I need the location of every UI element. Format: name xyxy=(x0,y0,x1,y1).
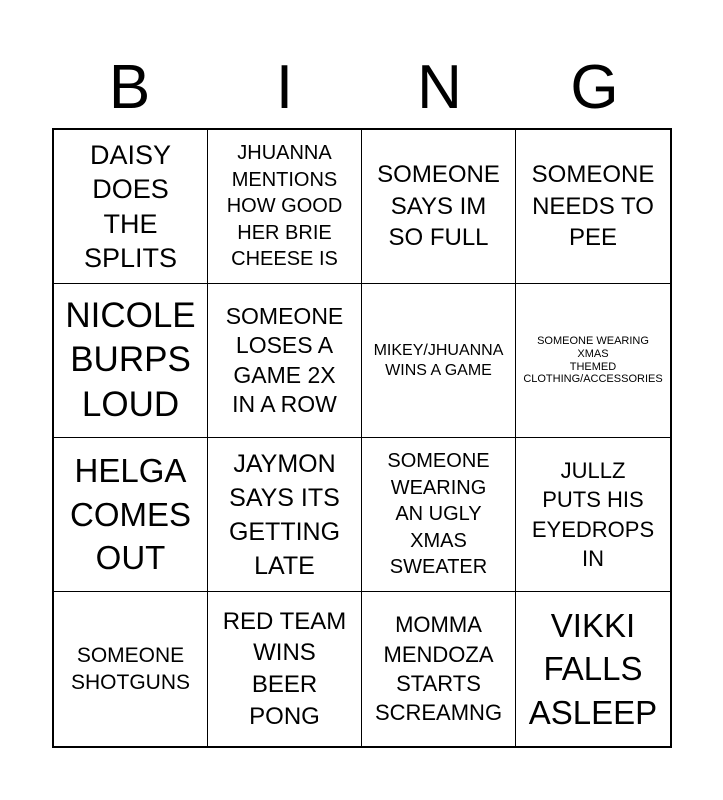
bingo-board xyxy=(52,128,672,748)
bingo-cell[interactable] xyxy=(208,130,362,284)
bingo-cell[interactable] xyxy=(362,592,516,746)
bingo-cell[interactable] xyxy=(208,438,362,592)
bingo-cell[interactable] xyxy=(362,284,516,438)
bingo-cell[interactable] xyxy=(516,284,670,438)
bingo-cell-text: RED TEAM WINS BEER PONG xyxy=(222,607,347,730)
bingo-cell-text: JAYMON SAYS ITS GETTING LATE xyxy=(228,449,341,580)
bingo-cell-text: SOMEONE NEEDS TO PEE xyxy=(531,160,655,252)
header-letter-i: I xyxy=(275,53,294,122)
bingo-cell-text: SOMEONE WEARING XMAS THEMED CLOTHING/ACCESSORIES xyxy=(523,335,663,386)
bingo-cell-text: MOMMA MENDOZA STARTS SCREAMNG xyxy=(374,612,503,726)
bingo-cell-text: SOMEONE LOSES A GAME 2X IN A ROW xyxy=(225,302,344,417)
bingo-cell[interactable] xyxy=(208,592,362,746)
bingo-cell-text: VIKKI FALLS ASLEEP xyxy=(528,606,658,731)
bingo-cell[interactable] xyxy=(362,438,516,592)
bingo-cell-text: SOMEONE SHOTGUNS xyxy=(70,643,190,694)
header-letter-g: G xyxy=(570,53,619,122)
bingo-cell[interactable] xyxy=(516,438,670,592)
bingo-cell-text: MIKEY/JHUANNA WINS A GAME xyxy=(373,342,504,379)
bingo-header xyxy=(52,48,672,128)
bingo-cell[interactable] xyxy=(516,592,670,746)
bingo-cell[interactable] xyxy=(208,284,362,438)
bingo-cell[interactable] xyxy=(54,438,208,592)
bingo-cell[interactable] xyxy=(54,284,208,438)
bingo-cell-text: HELGA COMES OUT xyxy=(69,452,191,577)
bingo-cell[interactable] xyxy=(54,130,208,284)
bingo-cell[interactable] xyxy=(362,130,516,284)
bingo-cell[interactable] xyxy=(54,592,208,746)
bingo-cell-text: JHUANNA MENTIONS HOW GOOD HER BRIE CHEESE IS xyxy=(226,142,343,271)
bingo-cell-text: SOMEONE SAYS IM SO FULL xyxy=(377,160,500,252)
bingo-cell-text: SOMEONE WEARING AN UGLY XMAS SWEATER xyxy=(387,450,490,579)
header-letter-n: N xyxy=(417,53,462,122)
bingo-cell[interactable] xyxy=(516,130,670,284)
header-letter-b: B xyxy=(108,53,151,122)
bingo-cell-text: JULLZ PUTS HIS EYEDROPS IN xyxy=(531,457,655,571)
bingo-cell-text: NICOLE BURPS LOUD xyxy=(65,296,196,424)
bingo-cell-text: DAISY DOES THE SPLITS xyxy=(83,139,178,273)
